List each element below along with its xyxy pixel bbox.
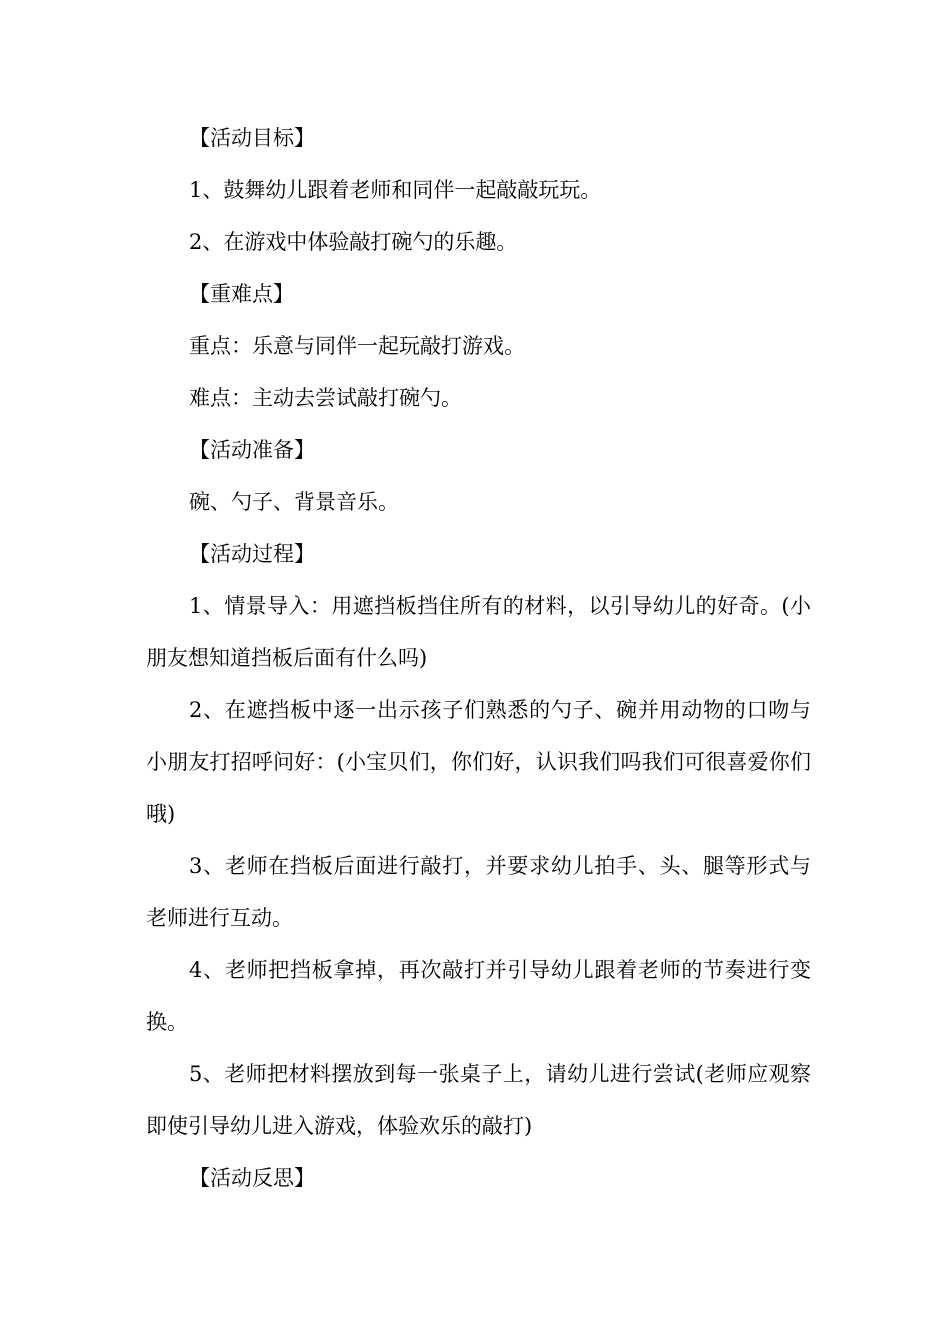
paragraph-key-point: 重点：乐意与同伴一起玩敲打游戏。 (189, 334, 525, 358)
paragraph-goal-1: 1、鼓舞幼儿跟着老师和同伴一起敲敲玩玩。 (189, 178, 602, 202)
paragraph-step-5: 5、老师把材料摆放到每一张桌子上，请幼儿进行尝试(老师应观察即使引导幼儿进入游戏，体验欢乐的敲打) (146, 1062, 811, 1138)
document-body (146, 112, 811, 1204)
section-heading-process: 【活动过程】 (189, 542, 315, 566)
section-heading-preparation: 【活动准备】 (189, 438, 315, 462)
paragraph-step-4: 4、老师把挡板拿掉，再次敲打并引导幼儿跟着老师的节奏进行变换。 (146, 958, 811, 1034)
paragraph-step-3: 3、老师在挡板后面进行敲打，并要求幼儿拍手、头、腿等形式与老师进行互动。 (146, 854, 811, 930)
section-heading-reflection: 【活动反思】 (189, 1166, 315, 1190)
paragraph-difficulty: 难点：主动去尝试敲打碗勺。 (189, 386, 462, 410)
paragraph-materials: 碗、勺子、背景音乐。 (189, 490, 399, 514)
paragraph-step-2: 2、在遮挡板中逐一出示孩子们熟悉的勺子、碗并用动物的口吻与小朋友打招呼问好：(小宝贝们，你们好，认识我们吗我们可很喜爱你们哦) (146, 698, 811, 826)
paragraph-goal-2: 2、在游戏中体验敲打碗勺的乐趣。 (189, 230, 518, 254)
section-heading-key-points: 【重难点】 (189, 282, 294, 306)
paragraph-step-1: 1、情景导入：用遮挡板挡住所有的材料，以引导幼儿的好奇。(小朋友想知道挡板后面有什么吗) (146, 594, 811, 670)
section-heading-goals: 【活动目标】 (189, 126, 315, 150)
